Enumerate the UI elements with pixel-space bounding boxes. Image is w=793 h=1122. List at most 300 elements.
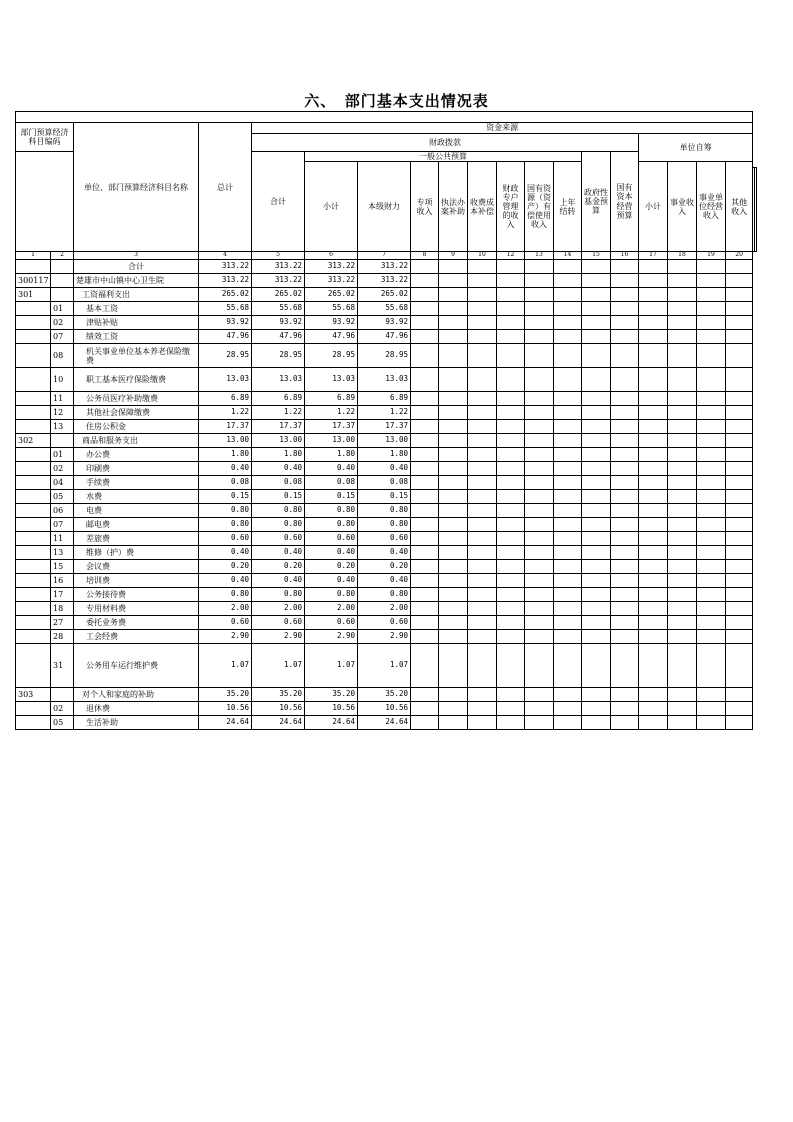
item-name-cell: 机关事业单位基本养老保险缴费	[74, 344, 199, 368]
kuan-cell: 12	[51, 406, 74, 420]
table-row	[16, 560, 757, 574]
empty-cell	[726, 344, 753, 368]
benji-cell: 35.20	[358, 688, 411, 702]
benji-cell: 313.22	[358, 260, 411, 274]
header-zhuanxiang: 专项收入	[411, 162, 439, 252]
total-cell: 47.96	[199, 330, 252, 344]
empty-cell	[554, 330, 582, 344]
empty-cell	[726, 574, 753, 588]
empty-cell	[411, 288, 439, 302]
empty-cell	[611, 434, 639, 448]
empty-cell	[582, 302, 611, 316]
total-cell: 1.07	[199, 644, 252, 688]
empty-cell	[668, 368, 697, 392]
empty-cell	[497, 406, 525, 420]
empty-cell	[582, 392, 611, 406]
empty-cell	[554, 560, 582, 574]
empty-cell	[668, 476, 697, 490]
xiaoji-cell: 265.02	[305, 288, 358, 302]
empty-cell	[611, 560, 639, 574]
item-name-cell: 委托业务费	[74, 616, 199, 630]
empty-cell	[525, 260, 554, 274]
total-cell: 0.60	[199, 616, 252, 630]
empty-cell	[439, 490, 468, 504]
empty-cell	[697, 368, 726, 392]
xiaoji-cell: 13.00	[305, 434, 358, 448]
empty-cell	[726, 316, 753, 330]
empty-cell	[697, 546, 726, 560]
empty-cell	[497, 302, 525, 316]
benji-cell: 1.07	[358, 644, 411, 688]
empty-cell	[639, 368, 668, 392]
empty-cell	[697, 490, 726, 504]
empty-cell	[497, 532, 525, 546]
kuan-cell: 28	[51, 630, 74, 644]
empty-cell	[611, 462, 639, 476]
empty-cell	[411, 302, 439, 316]
lei-cell	[16, 644, 51, 688]
item-name-cell: 其他社会保障缴费	[74, 406, 199, 420]
xiaoji-cell: 2.00	[305, 602, 358, 616]
empty-cell	[697, 302, 726, 316]
benji-cell: 13.00	[358, 434, 411, 448]
empty-cell	[668, 434, 697, 448]
kuan-cell: 17	[51, 588, 74, 602]
empty-cell	[554, 476, 582, 490]
empty-cell	[726, 406, 753, 420]
xiaoji-cell: 313.22	[305, 274, 358, 288]
empty-cell	[582, 260, 611, 274]
xiaoji-cell: 6.89	[305, 392, 358, 406]
empty-cell	[497, 716, 525, 730]
lei-cell	[16, 392, 51, 406]
empty-cell	[668, 260, 697, 274]
empty-cell	[726, 434, 753, 448]
empty-cell	[668, 274, 697, 288]
empty-cell	[582, 560, 611, 574]
table-row	[16, 644, 757, 688]
lei-cell	[16, 532, 51, 546]
xiaoji-cell: 313.22	[305, 260, 358, 274]
kuan-cell	[51, 688, 74, 702]
total-cell: 0.20	[199, 560, 252, 574]
heji-cell: 0.40	[252, 546, 305, 560]
kuan-cell: 18	[51, 602, 74, 616]
empty-cell	[697, 448, 726, 462]
empty-cell	[582, 368, 611, 392]
heji-cell: 17.37	[252, 420, 305, 434]
empty-cell	[411, 344, 439, 368]
total-cell: 10.56	[199, 702, 252, 716]
empty-cell	[668, 616, 697, 630]
table-row	[16, 574, 757, 588]
total-cell: 0.80	[199, 504, 252, 518]
empty-cell	[554, 392, 582, 406]
empty-cell	[582, 688, 611, 702]
benji-cell: 1.22	[358, 406, 411, 420]
header-caizheng-zhuan: 财政专户管理的收入	[497, 162, 525, 252]
empty-cell	[439, 462, 468, 476]
empty-cell	[639, 302, 668, 316]
lei-cell	[16, 602, 51, 616]
empty-cell	[582, 448, 611, 462]
empty-cell	[611, 392, 639, 406]
empty-cell	[468, 560, 497, 574]
empty-cell	[697, 274, 726, 288]
xiaoji-cell: 0.80	[305, 588, 358, 602]
table-row	[16, 302, 757, 316]
empty-cell	[668, 448, 697, 462]
empty-cell	[639, 504, 668, 518]
empty-cell	[582, 288, 611, 302]
table-row	[16, 504, 757, 518]
empty-cell	[468, 688, 497, 702]
empty-cell	[668, 518, 697, 532]
xiaoji-cell: 10.56	[305, 702, 358, 716]
empty-cell	[525, 330, 554, 344]
empty-cell	[611, 260, 639, 274]
column-number: 16	[611, 252, 639, 260]
column-number: 4	[199, 252, 252, 260]
empty-cell	[611, 644, 639, 688]
benji-cell: 1.80	[358, 448, 411, 462]
empty-cell	[554, 644, 582, 688]
empty-cell	[439, 448, 468, 462]
xiaoji-cell: 93.92	[305, 316, 358, 330]
table-row	[16, 344, 757, 368]
empty-cell	[639, 420, 668, 434]
empty-cell	[697, 716, 726, 730]
empty-cell	[611, 630, 639, 644]
empty-cell	[439, 476, 468, 490]
empty-cell	[468, 420, 497, 434]
empty-cell	[411, 260, 439, 274]
empty-cell	[611, 274, 639, 288]
empty-cell	[468, 302, 497, 316]
column-number: 7	[358, 252, 411, 260]
empty-cell	[639, 630, 668, 644]
empty-cell	[668, 490, 697, 504]
kuan-cell: 13	[51, 420, 74, 434]
benji-cell: 13.03	[358, 368, 411, 392]
benji-cell: 0.80	[358, 504, 411, 518]
empty-cell	[668, 532, 697, 546]
column-number: 17	[639, 252, 668, 260]
empty-cell	[439, 616, 468, 630]
benji-cell: 6.89	[358, 392, 411, 406]
empty-cell	[525, 546, 554, 560]
empty-cell	[697, 532, 726, 546]
empty-cell	[668, 462, 697, 476]
total-cell: 313.22	[199, 274, 252, 288]
benji-cell: 2.90	[358, 630, 411, 644]
empty-cell	[439, 330, 468, 344]
empty-cell	[639, 434, 668, 448]
total-cell: 2.90	[199, 630, 252, 644]
total-cell: 1.22	[199, 406, 252, 420]
heji-cell: 0.40	[252, 462, 305, 476]
total-cell: 35.20	[199, 688, 252, 702]
benji-cell: 47.96	[358, 330, 411, 344]
benji-cell: 0.08	[358, 476, 411, 490]
empty-cell	[497, 702, 525, 716]
item-name-cell: 合计	[74, 260, 199, 274]
empty-cell	[468, 448, 497, 462]
lei-cell	[16, 330, 51, 344]
empty-cell	[697, 688, 726, 702]
total-cell: 0.80	[199, 588, 252, 602]
empty-cell	[554, 434, 582, 448]
empty-cell	[554, 616, 582, 630]
header-guozi: 国有资本经营预算	[611, 152, 639, 252]
empty-cell	[726, 616, 753, 630]
lei-cell	[16, 504, 51, 518]
empty-cell	[439, 702, 468, 716]
xiaoji-cell: 0.80	[305, 518, 358, 532]
empty-cell	[611, 344, 639, 368]
xiaoji-cell: 0.60	[305, 532, 358, 546]
xiaoji-cell: 47.96	[305, 330, 358, 344]
empty-cell	[668, 630, 697, 644]
empty-cell	[582, 420, 611, 434]
empty-cell	[411, 560, 439, 574]
empty-cell	[726, 420, 753, 434]
header-general: 一般公共预算	[305, 152, 582, 162]
lei-cell: 300117	[16, 274, 51, 288]
empty-cell	[697, 574, 726, 588]
heji-cell: 2.00	[252, 602, 305, 616]
total-cell: 13.00	[199, 434, 252, 448]
empty-cell	[697, 420, 726, 434]
benji-cell: 28.95	[358, 344, 411, 368]
table-row	[16, 616, 757, 630]
empty-cell	[668, 574, 697, 588]
benji-cell: 0.40	[358, 574, 411, 588]
empty-cell	[726, 302, 753, 316]
empty-cell	[726, 330, 753, 344]
lei-cell: 302	[16, 434, 51, 448]
table-row	[16, 368, 757, 392]
kuan-cell: 01	[51, 302, 74, 316]
header-guoyou: 国有资源（资产）有偿使用收入	[525, 162, 554, 252]
item-name-cell: 办公费	[74, 448, 199, 462]
empty-cell	[726, 448, 753, 462]
empty-cell	[554, 368, 582, 392]
total-cell: 93.92	[199, 316, 252, 330]
kuan-cell	[51, 274, 74, 288]
empty-cell	[697, 630, 726, 644]
empty-cell	[639, 316, 668, 330]
empty-cell	[611, 688, 639, 702]
table-row	[16, 588, 757, 602]
empty-cell	[697, 588, 726, 602]
empty-cell	[639, 602, 668, 616]
kuan-cell: 15	[51, 560, 74, 574]
table-row	[16, 448, 757, 462]
empty-cell	[525, 616, 554, 630]
header-blank-cell	[16, 112, 753, 123]
heji-cell: 2.90	[252, 630, 305, 644]
empty-cell	[468, 716, 497, 730]
empty-cell	[639, 702, 668, 716]
table-row	[16, 532, 757, 546]
empty-cell	[525, 302, 554, 316]
benji-cell: 0.20	[358, 560, 411, 574]
header-qita: 其他收入	[726, 162, 753, 252]
empty-cell	[554, 490, 582, 504]
empty-cell	[497, 588, 525, 602]
kuan-cell: 27	[51, 616, 74, 630]
total-cell: 313.22	[199, 260, 252, 274]
empty-cell	[611, 330, 639, 344]
lei-cell	[16, 546, 51, 560]
empty-cell	[411, 504, 439, 518]
empty-cell	[554, 406, 582, 420]
lei-cell	[16, 716, 51, 730]
empty-cell	[497, 448, 525, 462]
empty-cell	[611, 602, 639, 616]
empty-cell	[497, 330, 525, 344]
empty-cell	[582, 616, 611, 630]
empty-cell	[439, 406, 468, 420]
xiaoji-cell: 1.22	[305, 406, 358, 420]
empty-cell	[411, 546, 439, 560]
empty-cell	[525, 406, 554, 420]
header-xiaoji: 小计	[305, 162, 358, 252]
empty-cell	[554, 316, 582, 330]
total-cell: 6.89	[199, 392, 252, 406]
item-name-cell: 工会经费	[74, 630, 199, 644]
lei-cell	[16, 574, 51, 588]
item-name-cell: 工资福利支出	[74, 288, 199, 302]
table-row	[16, 330, 757, 344]
empty-cell	[525, 716, 554, 730]
empty-cell	[411, 688, 439, 702]
empty-cell	[497, 546, 525, 560]
table-row	[16, 688, 757, 702]
empty-cell	[582, 406, 611, 420]
empty-cell	[639, 588, 668, 602]
empty-cell	[639, 476, 668, 490]
kuan-cell	[51, 260, 74, 274]
empty-cell	[411, 330, 439, 344]
heji-cell: 0.15	[252, 490, 305, 504]
empty-cell	[525, 518, 554, 532]
empty-cell	[468, 288, 497, 302]
empty-cell	[468, 392, 497, 406]
empty-cell	[411, 532, 439, 546]
empty-cell	[554, 588, 582, 602]
kuan-cell: 02	[51, 462, 74, 476]
empty-cell	[411, 518, 439, 532]
header-total: 总计	[199, 123, 252, 252]
empty-cell	[611, 716, 639, 730]
xiaoji-cell: 35.20	[305, 688, 358, 702]
column-number: 6	[305, 252, 358, 260]
header-shiye: 事业收入	[668, 162, 697, 252]
empty-cell	[497, 630, 525, 644]
empty-cell	[439, 288, 468, 302]
lei-cell	[16, 406, 51, 420]
item-name-cell: 专用材料费	[74, 602, 199, 616]
empty-cell	[726, 476, 753, 490]
benji-cell: 313.22	[358, 274, 411, 288]
heji-cell: 0.80	[252, 588, 305, 602]
empty-cell	[668, 420, 697, 434]
empty-cell	[697, 518, 726, 532]
empty-cell	[497, 688, 525, 702]
empty-cell	[439, 644, 468, 688]
empty-cell	[611, 406, 639, 420]
kuan-cell: 07	[51, 330, 74, 344]
empty-cell	[411, 588, 439, 602]
table-row	[16, 462, 757, 476]
empty-cell	[582, 518, 611, 532]
empty-cell	[582, 716, 611, 730]
empty-cell	[554, 260, 582, 274]
kuan-cell: 04	[51, 476, 74, 490]
heji-cell: 55.68	[252, 302, 305, 316]
item-name-cell: 商品和服务支出	[74, 434, 199, 448]
empty-cell	[697, 330, 726, 344]
item-name-cell: 维修（护）费	[74, 546, 199, 560]
empty-cell	[411, 602, 439, 616]
empty-cell	[697, 260, 726, 274]
lei-cell: 303	[16, 688, 51, 702]
heji-cell: 47.96	[252, 330, 305, 344]
empty-cell	[497, 368, 525, 392]
header-shangnian: 上年结转	[554, 162, 582, 252]
empty-cell	[726, 274, 753, 288]
table-row	[16, 420, 757, 434]
empty-cell	[439, 602, 468, 616]
empty-cell	[639, 448, 668, 462]
item-name-cell: 手续费	[74, 476, 199, 490]
empty-cell	[554, 448, 582, 462]
benji-cell: 17.37	[358, 420, 411, 434]
empty-cell	[611, 532, 639, 546]
item-name-cell: 楚雄市中山镇中心卫生院	[74, 274, 199, 288]
empty-cell	[497, 462, 525, 476]
empty-cell	[582, 546, 611, 560]
xiaoji-cell: 28.95	[305, 344, 358, 368]
empty-cell	[554, 462, 582, 476]
benji-cell: 93.92	[358, 316, 411, 330]
empty-cell	[582, 462, 611, 476]
empty-cell	[439, 716, 468, 730]
lei-cell	[16, 476, 51, 490]
item-name-cell: 职工基本医疗保险缴费	[74, 368, 199, 392]
empty-cell	[668, 644, 697, 688]
empty-cell	[726, 602, 753, 616]
total-cell: 24.64	[199, 716, 252, 730]
empty-cell	[726, 560, 753, 574]
empty-cell	[439, 392, 468, 406]
empty-cell	[726, 504, 753, 518]
empty-cell	[726, 702, 753, 716]
empty-cell	[611, 702, 639, 716]
empty-cell	[697, 644, 726, 688]
empty-cell	[668, 588, 697, 602]
empty-cell	[468, 406, 497, 420]
empty-cell	[468, 518, 497, 532]
heji-cell: 1.22	[252, 406, 305, 420]
empty-cell	[554, 602, 582, 616]
table-row	[16, 546, 757, 560]
empty-cell	[554, 274, 582, 288]
empty-cell	[554, 344, 582, 368]
empty-cell	[468, 630, 497, 644]
